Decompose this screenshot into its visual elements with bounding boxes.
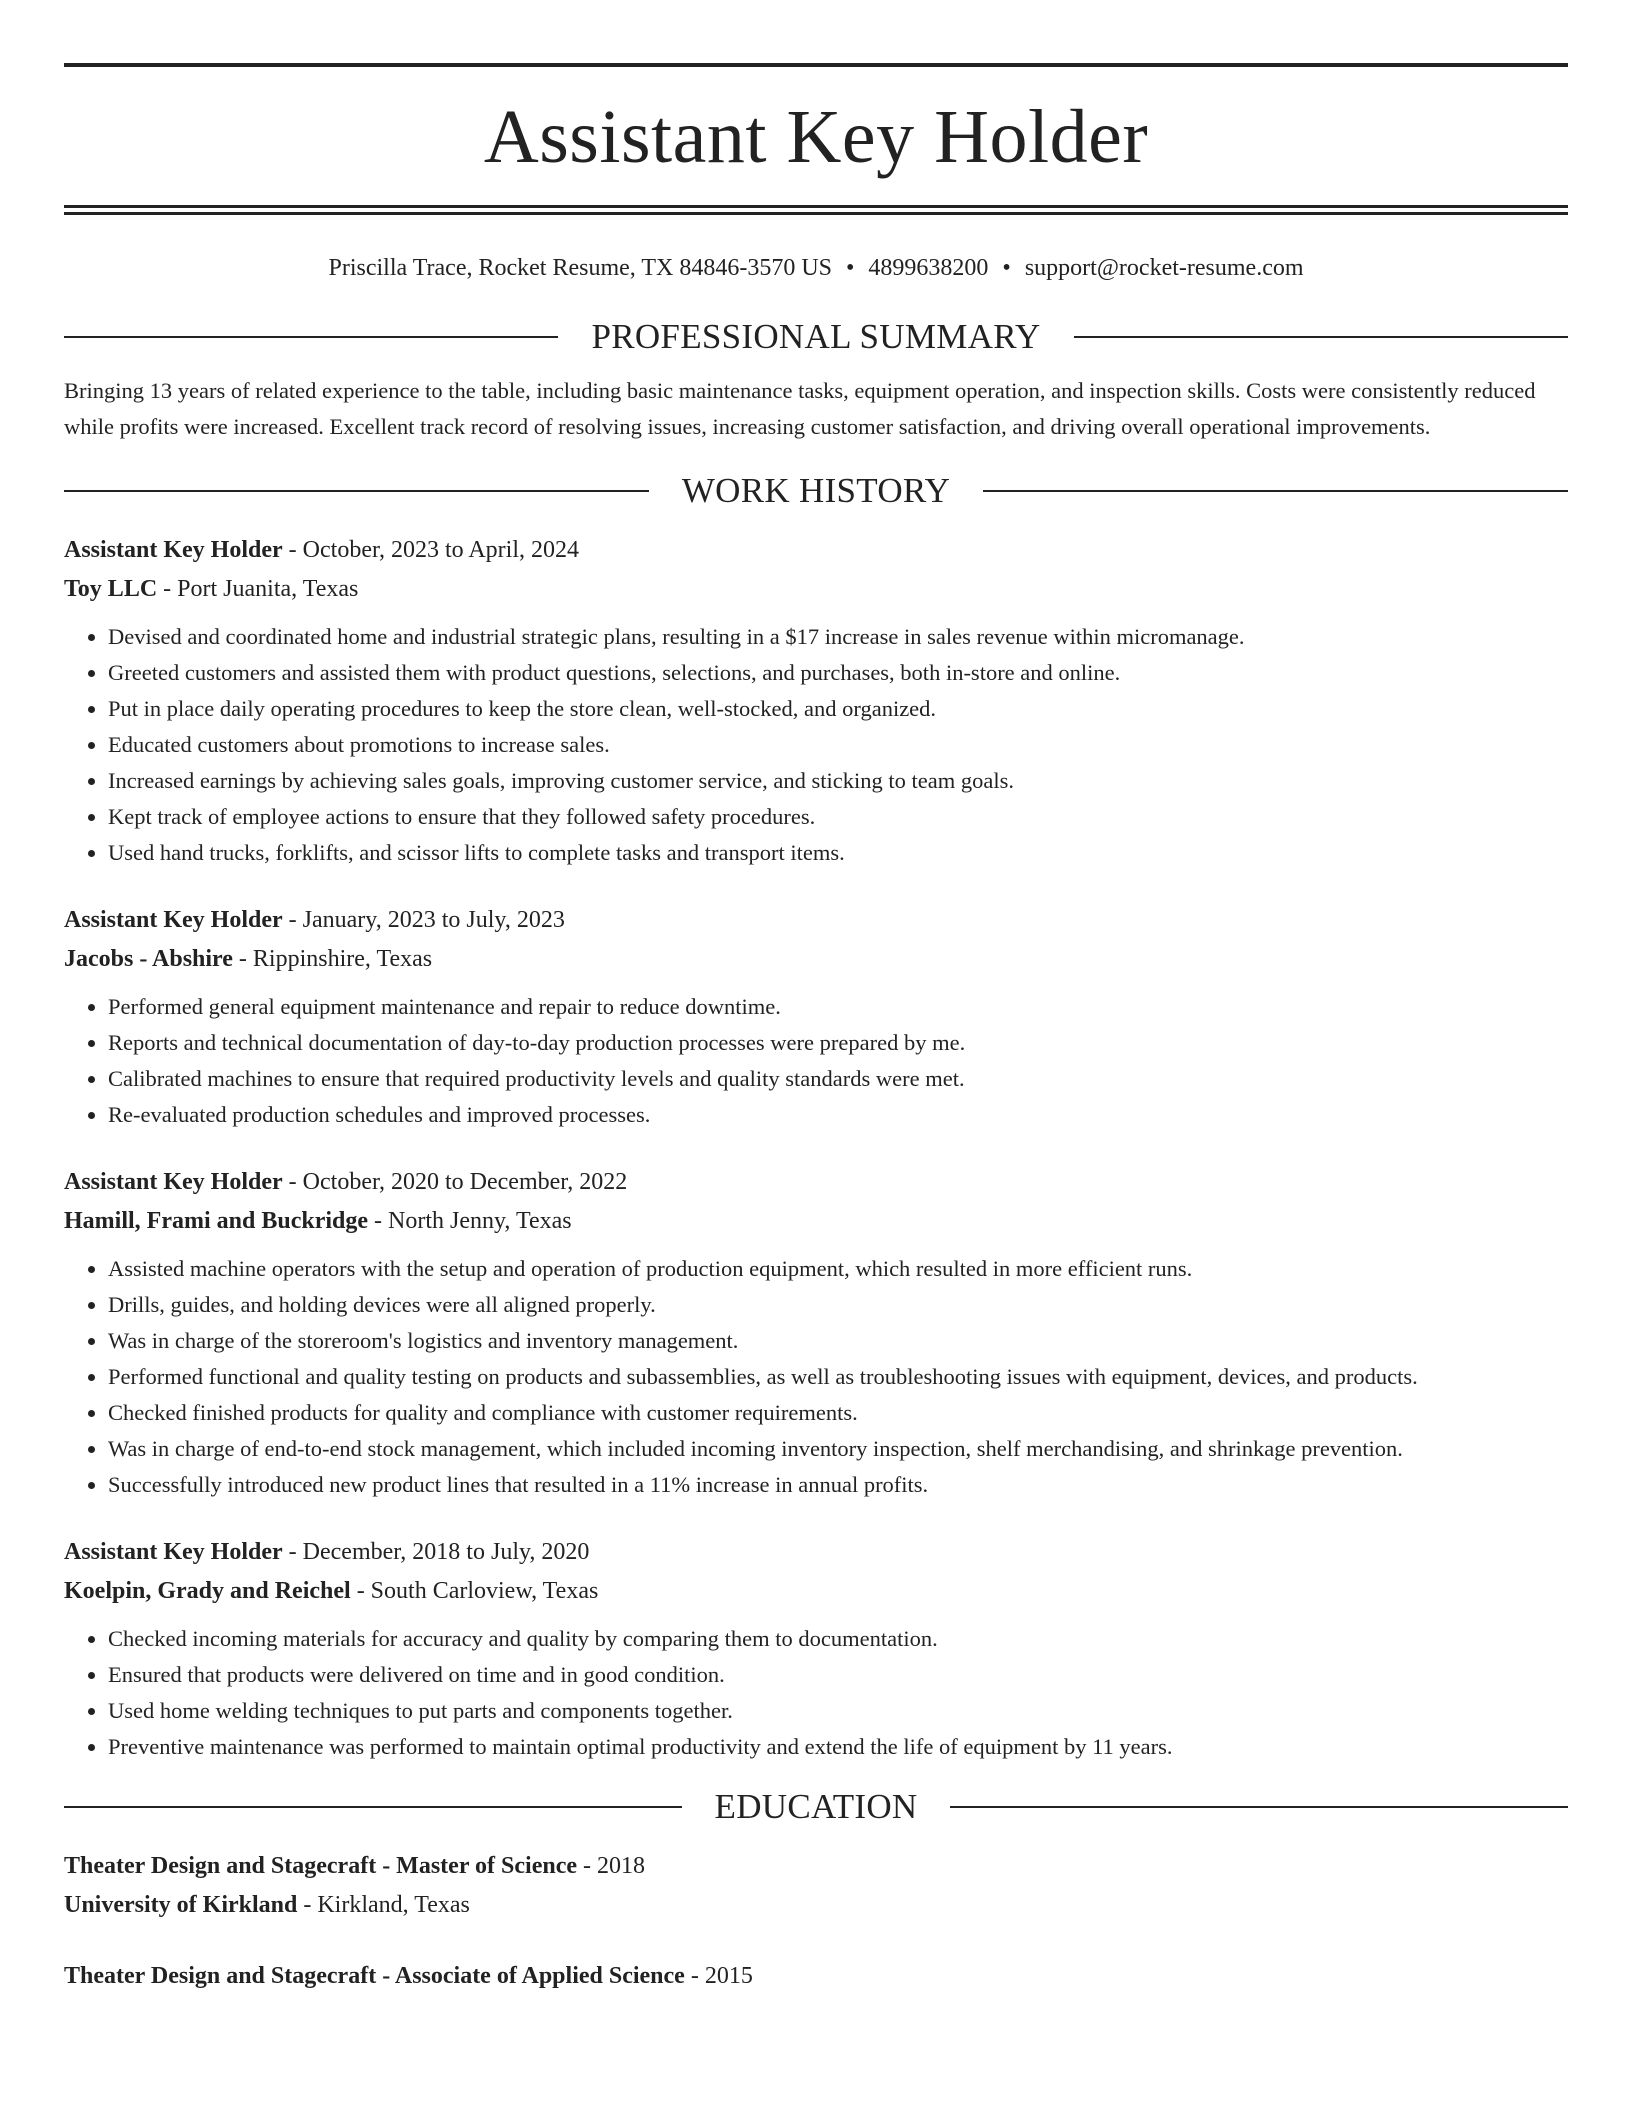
section-rule-left [64,490,649,492]
education-section-header [64,1787,1568,1827]
job-bullets [64,989,1568,1133]
employer-line [64,1572,1568,1611]
job-bullet: • Was in charge of the storeroom's logistics and inventory management. [108,1323,1568,1359]
job-bullet: • Calibrated machines to ensure that required productivity levels and quality standards were met. [108,1061,1568,1097]
degree-year: - 2015 [684,1963,753,1989]
employer-name: Hamill, Frami and Buckridge [64,1208,369,1234]
contact-email: support@rocket-resume.com [1024,255,1304,281]
job-bullet: • Drills, guides, and holding devices were all aligned properly. [108,1287,1568,1323]
degree-line [64,1957,1568,1996]
employer-line [64,570,1568,609]
section-rule-right [983,490,1568,492]
job-bullet: • Performed general equipment maintenance and repair to reduce downtime. [108,989,1568,1025]
education-entry [64,1847,1568,1925]
school-name: University of Kirkland [64,1892,298,1918]
job-bullets [64,1251,1568,1503]
employer-line [64,940,1568,979]
job-title-line [64,901,1568,940]
header-rule-2 [64,212,1568,215]
section-title: PROFESSIONAL SUMMARY [591,317,1041,356]
job-bullet: • Greeted customers and assisted them with product questions, selections, and purchases, both in-store and online. [108,655,1568,691]
job-bullet: • Reports and technical documentation of day-to-day production processes were prepared by me. [108,1025,1568,1061]
school-location: - Kirkland, Texas [297,1892,470,1918]
job-entry [64,1163,1568,1503]
work-section-header [64,471,1568,511]
section-rule-left [64,336,558,338]
job-entry [64,531,1568,871]
school-line [64,1886,1568,1925]
employer-line [64,1202,1568,1241]
job-bullet: • Increased earnings by achieving sales goals, improving customer service, and sticking to team goals. [108,763,1568,799]
contact-separator: • [846,255,855,281]
employer-name: Toy LLC [64,576,158,602]
job-dates: - December, 2018 to July, 2020 [282,1539,590,1565]
degree-name: Theater Design and Stagecraft - Associate of Applied Science [64,1963,685,1989]
job-bullet: • Performed functional and quality testing on products and subassemblies, as well as troubleshooting issues with equipment, devices, and products. [108,1359,1568,1395]
summary-text: Bringing 13 years of related experience to the table, including basic maintenance tasks, equipment operation, and inspection skills. Costs were consistently reduced while profits were increased. Excellent track record of resolving issues, increasing customer satisfaction, and driving overall operational improvements. [64,378,1536,439]
job-title-line [64,1163,1568,1202]
section-rule-left [64,1806,682,1808]
job-entry [64,901,1568,1133]
job-bullet: • Preventive maintenance was performed to maintain optimal productivity and extend the life of equipment by 11 years. [108,1729,1568,1765]
job-bullet: • Devised and coordinated home and industrial strategic plans, resulting in a $17 increase in sales revenue within micromanage. [108,619,1568,655]
job-bullet: • Successfully introduced new product lines that resulted in a 11% increase in annual profits. [108,1467,1568,1503]
section-title: EDUCATION [714,1787,918,1826]
contact-phone: 4899638200 [868,255,989,281]
summary-section-header [64,317,1568,357]
job-dates: - October, 2023 to April, 2024 [282,537,580,563]
contact-line [64,253,1568,283]
education-entry [64,1957,1568,1996]
employer-location: - Rippinshire, Texas [232,946,433,972]
job-bullet: • Checked finished products for quality and compliance with customer requirements. [108,1395,1568,1431]
job-entry [64,1533,1568,1765]
section-title: WORK HISTORY [681,471,951,510]
job-dates: - January, 2023 to July, 2023 [282,907,565,933]
job-bullet: • Re-evaluated production schedules and improved processes. [108,1097,1568,1133]
candidate-name: Assistant Key Holder [483,95,1149,179]
contact-separator: • [1002,255,1011,281]
job-title-line [64,531,1568,570]
job-bullet: • Was in charge of end-to-end stock management, which included incoming inventory inspection, shelf merchandising, and shrinkage prevention. [108,1431,1568,1467]
job-bullet: • Kept track of employee actions to ensure that they followed safety procedures. [108,799,1568,835]
job-bullets [64,1621,1568,1765]
job-bullet: • Used home welding techniques to put parts and components together. [108,1693,1568,1729]
job-bullet: • Assisted machine operators with the setup and operation of production equipment, which resulted in more efficient runs. [108,1251,1568,1287]
employer-name: Jacobs - Abshire [64,946,233,972]
section-rule-right [1074,336,1568,338]
resume-page [64,0,1568,1996]
employer-name: Koelpin, Grady and Reichel [64,1578,351,1604]
contact-address: Priscilla Trace, Rocket Resume, TX 84846-3570 US [328,255,833,281]
job-bullet: • Put in place daily operating procedures to keep the store clean, well-stocked, and organized. [108,691,1568,727]
section-rule-right [950,1806,1568,1808]
job-bullet: • Ensured that products were delivered on time and in good condition. [108,1657,1568,1693]
header-rule-1 [64,205,1568,208]
job-bullet: • Checked incoming materials for accuracy and quality by comparing them to documentation. [108,1621,1568,1657]
employer-location: - Port Juanita, Texas [157,576,359,602]
degree-year: - 2018 [577,1853,645,1879]
job-dates: - October, 2020 to December, 2022 [282,1169,628,1195]
job-bullets [64,619,1568,871]
employer-location: - South Carloview, Texas [350,1578,599,1604]
job-bullet: • Educated customers about promotions to increase sales. [108,727,1568,763]
job-bullet: • Used hand trucks, forklifts, and scissor lifts to complete tasks and transport items. [108,835,1568,871]
job-title: Assistant Key Holder [64,1169,283,1195]
degree-name: Theater Design and Stagecraft - Master of Science [64,1853,577,1879]
degree-line [64,1847,1568,1886]
job-title-line [64,1533,1568,1572]
job-title: Assistant Key Holder [64,907,283,933]
job-title: Assistant Key Holder [64,537,283,563]
job-title: Assistant Key Holder [64,1539,283,1565]
employer-location: - North Jenny, Texas [368,1208,572,1234]
